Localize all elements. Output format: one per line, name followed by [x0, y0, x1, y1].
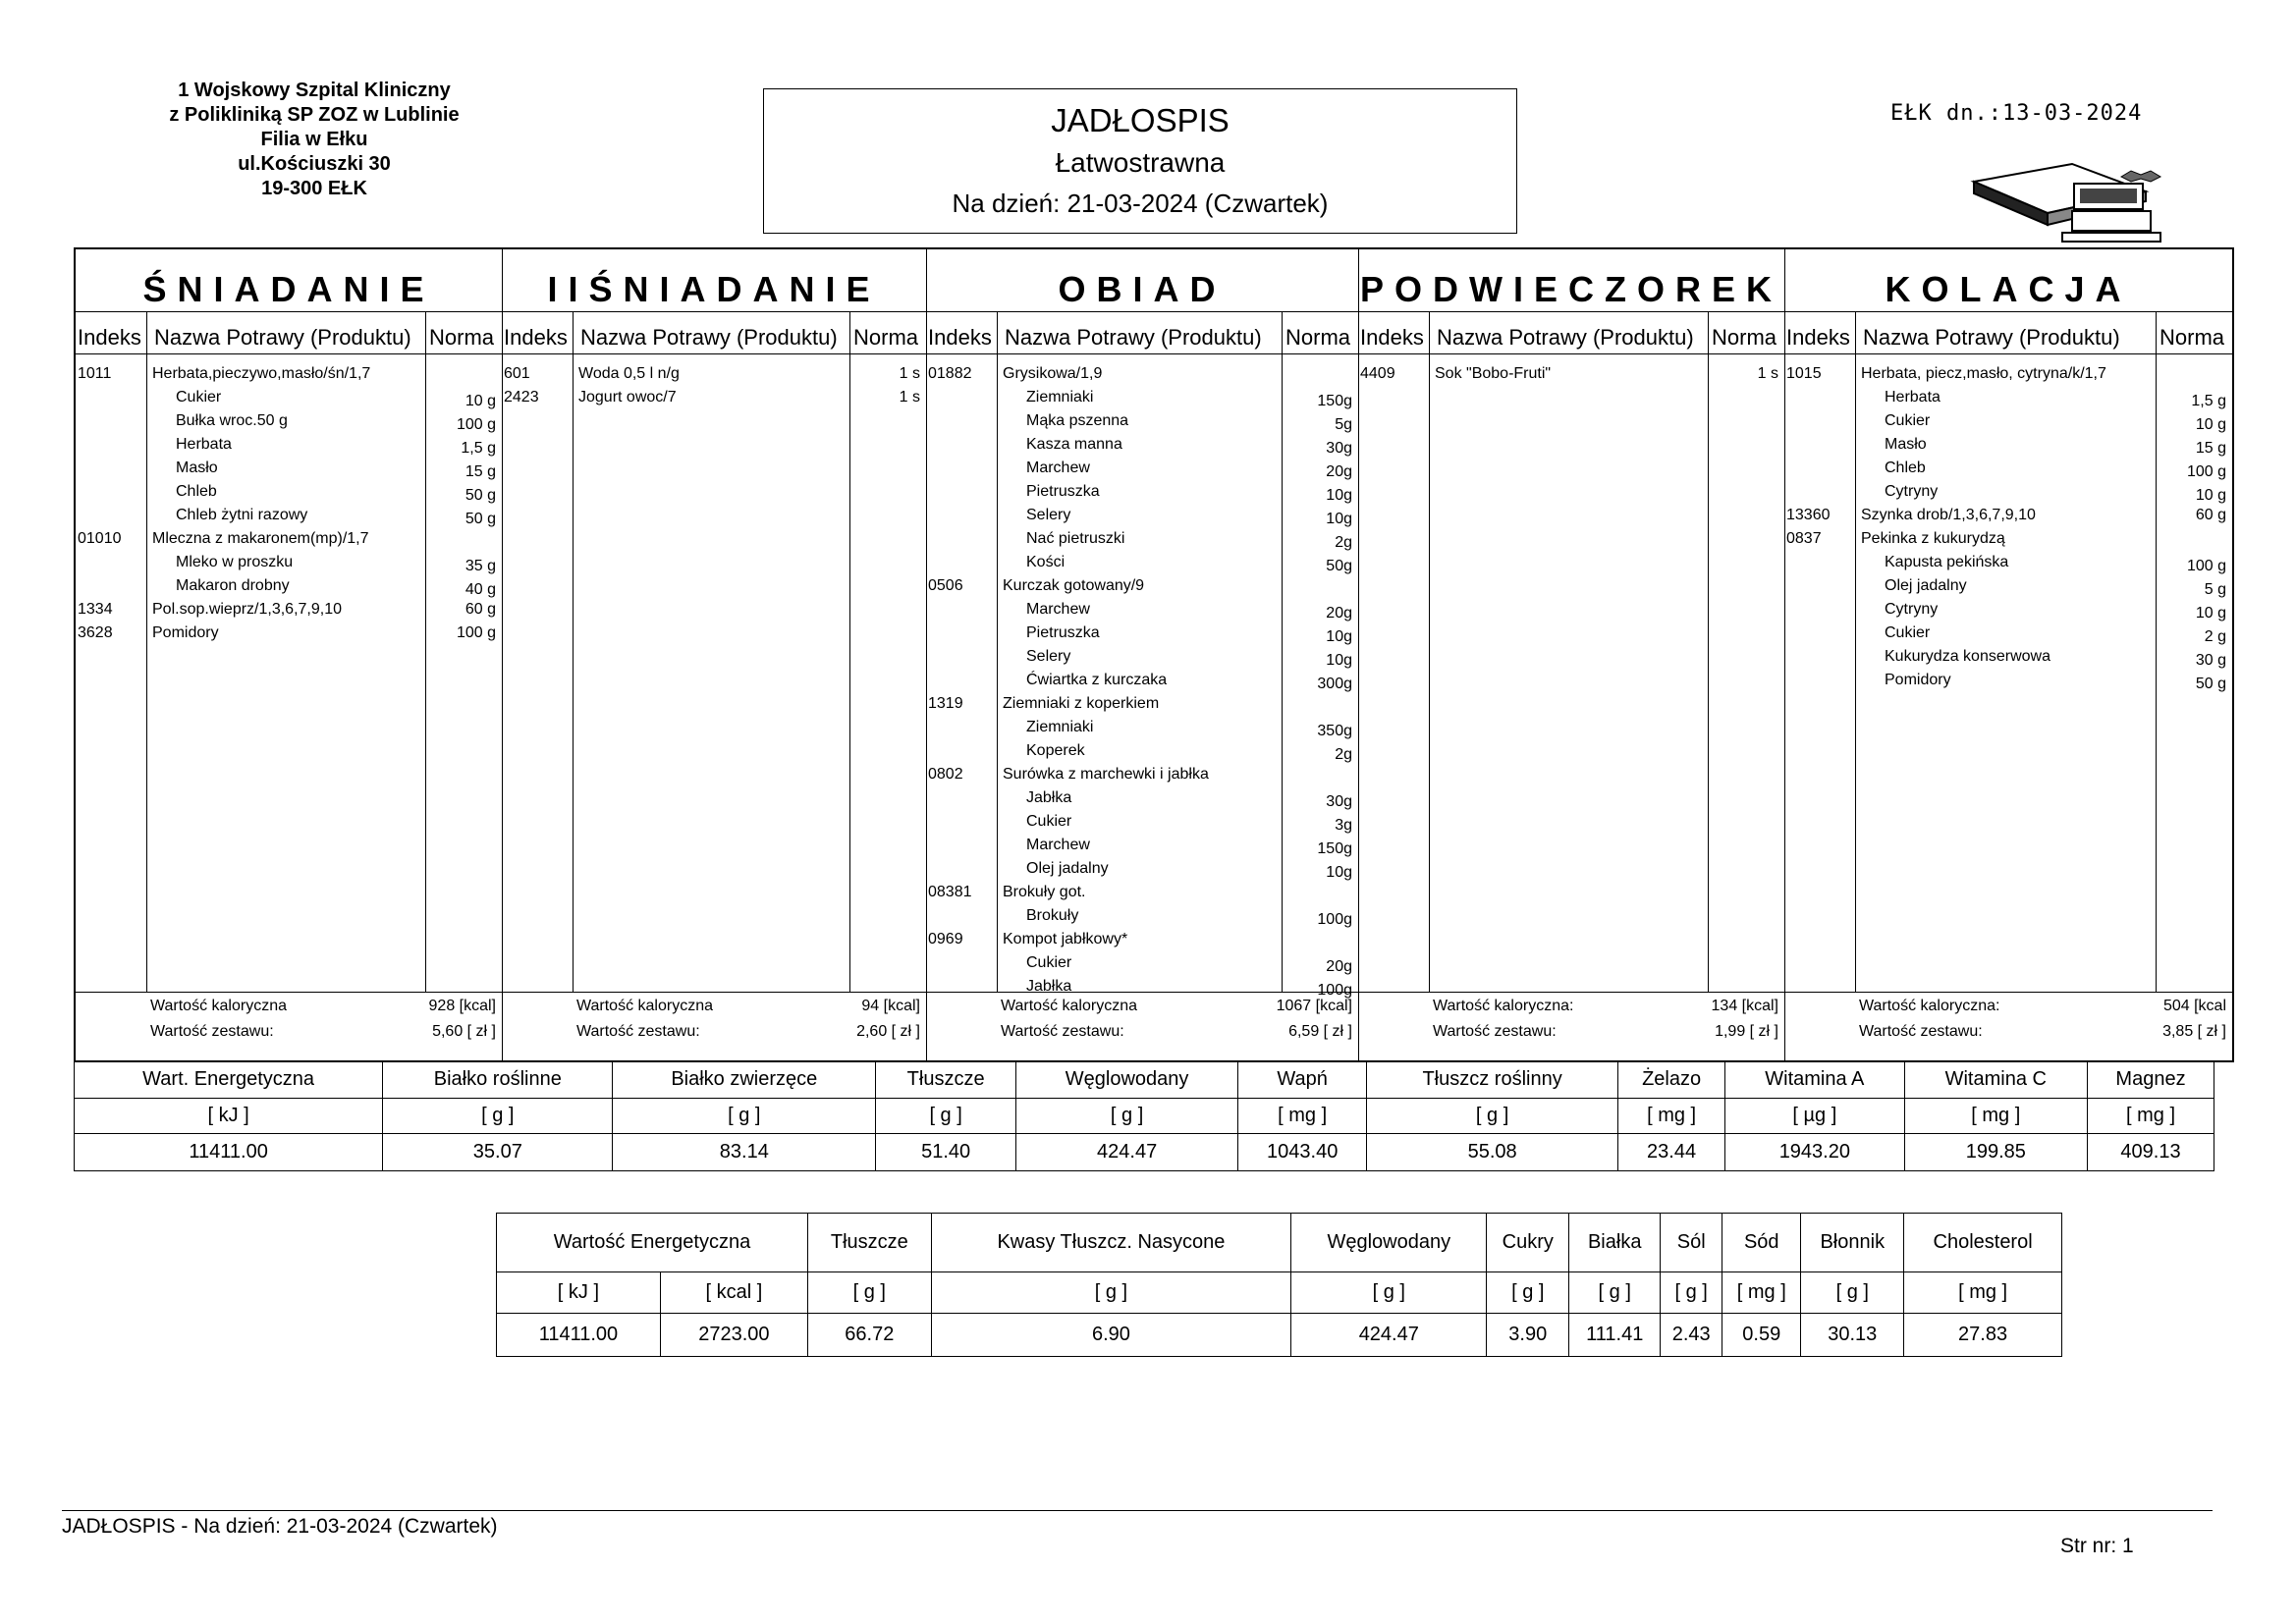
nutrition-header: Cholesterol — [1904, 1214, 2062, 1272]
nutrition-value: 27.83 — [1904, 1314, 2062, 1357]
nutrition-unit: [ g ] — [807, 1272, 931, 1314]
ingredient-norm: 50 g — [465, 511, 496, 527]
hospital-line: z Polikliniką SP ZOZ w Lublinie — [169, 104, 460, 126]
dish-name: Jogurt owoc/7 — [578, 389, 677, 406]
page-title: JADŁOSPIS — [1051, 102, 1230, 138]
ingredient-name: Mąka pszenna — [1026, 412, 1129, 429]
dish-index: 1319 — [928, 695, 963, 712]
column-header-name: Nazwa Potrawy (Produktu) — [1437, 325, 1694, 350]
dish-index: 01010 — [78, 530, 122, 547]
dish-name: Brokuły got. — [1003, 884, 1086, 900]
dish-index: 0506 — [928, 577, 963, 594]
dish-norm: 1 s — [899, 365, 920, 382]
column-header-index: Indeks — [928, 325, 992, 350]
ingredient-norm: 20g — [1326, 463, 1352, 480]
ingredient-norm: 50 g — [465, 487, 496, 504]
ingredient-norm: 150g — [1317, 393, 1352, 409]
calorie-label: Wartość kaloryczna — [576, 998, 713, 1014]
section-title-1: IIŚNIADANIE — [547, 269, 881, 309]
column-header-index: Indeks — [1786, 325, 1850, 350]
section-title-0: ŚNIADANIE — [142, 269, 435, 309]
dish-norm: 60 g — [465, 601, 496, 618]
ingredient-name: Cukier — [176, 389, 222, 406]
calorie-label: Wartość kaloryczna — [150, 998, 287, 1014]
calorie-value: 1067 [kcal] — [1276, 998, 1352, 1014]
nutrition-value: 424.47 — [1016, 1134, 1238, 1171]
ingredient-name: Makaron drobny — [176, 577, 290, 594]
book-computer-icon — [1964, 152, 2190, 250]
section-header-divider — [76, 311, 2232, 312]
ingredient-norm: 100 g — [2186, 558, 2226, 574]
ingredient-name: Masło — [1885, 436, 1927, 453]
norm-column-divider — [425, 311, 426, 992]
ingredient-norm: 3g — [1335, 817, 1352, 834]
nutrition-unit: [ g ] — [613, 1099, 876, 1134]
nutrition-unit: [ mg ] — [1904, 1099, 2087, 1134]
nutrition-header: Węglowodany — [1291, 1214, 1487, 1272]
nutrition-unit: [ mg ] — [2088, 1099, 2214, 1134]
nutrition-value: 6.90 — [931, 1314, 1291, 1357]
ingredient-name: Cukier — [1885, 624, 1931, 641]
ingredient-norm: 15 g — [465, 463, 496, 480]
hospital-line: Filia w Ełku — [260, 129, 368, 150]
ingredient-norm: 30 g — [2195, 652, 2226, 669]
nutrition-unit: [ kcal ] — [660, 1272, 807, 1314]
nutrition-header: Węglowodany — [1016, 1061, 1238, 1099]
nutrition-value: 1043.40 — [1238, 1134, 1367, 1171]
section-title-4: KOLACJA — [1885, 269, 2132, 309]
dish-norm: 1 s — [899, 389, 920, 406]
nutrition-value: 11411.00 — [497, 1314, 661, 1357]
nutrition-value: 11411.00 — [75, 1134, 383, 1171]
ingredient-name: Pietruszka — [1026, 624, 1100, 641]
nutrition-header: Białka — [1569, 1214, 1661, 1272]
price-label: Wartość zestawu: — [1433, 1023, 1557, 1040]
price-value: 6,59 [ zł ] — [1288, 1023, 1352, 1040]
energy-header: Wartość Energetyczna — [497, 1214, 808, 1272]
ingredient-norm: 15 g — [2195, 440, 2226, 457]
price-label: Wartość zestawu: — [1001, 1023, 1124, 1040]
nutrition-unit: [ mg ] — [1722, 1272, 1801, 1314]
dish-index: 3628 — [78, 624, 113, 641]
ingredient-name: Mleko w proszku — [176, 554, 294, 570]
ingredient-norm: 10 g — [465, 393, 496, 409]
index-column-divider — [1429, 311, 1430, 992]
dish-index: 1334 — [78, 601, 113, 618]
ingredient-name: Jabłka — [1026, 789, 1072, 806]
nutrition-header: Sód — [1722, 1214, 1801, 1272]
ingredient-name: Bułka wroc.50 g — [176, 412, 288, 429]
ingredient-name: Olej jadalny — [1885, 577, 1967, 594]
nutrition-unit: [ mg ] — [1618, 1099, 1725, 1134]
dish-norm: 1 s — [1757, 365, 1778, 382]
ingredient-norm: 300g — [1317, 676, 1352, 692]
calorie-label: Wartość kaloryczna: — [1433, 998, 1574, 1014]
nutrition-header: Tłuszcze — [876, 1061, 1016, 1099]
footer-title: JADŁOSPIS - Na dzień: 21-03-2024 (Czwartek) — [62, 1515, 498, 1538]
nutrition-header: Błonnik — [1801, 1214, 1904, 1272]
ingredient-name: Brokuły — [1026, 907, 1079, 924]
ingredient-name: Marchew — [1026, 837, 1090, 853]
title-box — [763, 88, 1517, 234]
nutrition-value: 66.72 — [807, 1314, 931, 1357]
ingredient-norm: 10g — [1326, 511, 1352, 527]
dish-name: Mleczna z makaronem(mp)/1,7 — [152, 530, 369, 547]
nutrition-header: Tłuszcze — [807, 1214, 931, 1272]
dish-name: Ziemniaki z koperkiem — [1003, 695, 1160, 712]
column-header-norm: Norma — [1285, 325, 1351, 350]
nutrition-unit: [ g ] — [1569, 1272, 1661, 1314]
dish-name: Herbata,pieczywo,masło/śn/1,7 — [152, 365, 371, 382]
ingredient-norm: 20g — [1326, 605, 1352, 622]
nutrition-unit: [ g ] — [1291, 1272, 1487, 1314]
ingredient-name: Herbata — [1885, 389, 1941, 406]
nutrition-header: Tłuszcz roślinny — [1367, 1061, 1618, 1099]
ingredient-norm: 5g — [1335, 416, 1352, 433]
calorie-value: 504 [kcal — [2162, 998, 2226, 1014]
dish-name: Woda 0,5 l n/g — [578, 365, 680, 382]
dish-index: 08381 — [928, 884, 972, 900]
ingredient-name: Masło — [176, 460, 218, 476]
ingredient-name: Marchew — [1026, 601, 1090, 618]
index-column-divider — [1855, 311, 1856, 992]
ingredient-norm: 100g — [1317, 982, 1352, 999]
section-divider — [926, 249, 927, 1060]
nutrition-unit: [ g ] — [1016, 1099, 1238, 1134]
column-header-index: Indeks — [1360, 325, 1424, 350]
norm-column-divider — [1708, 311, 1709, 992]
ingredient-norm: 30g — [1326, 793, 1352, 810]
nutrition-unit: [ mg ] — [1904, 1272, 2062, 1314]
ingredient-name: Olej jadalny — [1026, 860, 1109, 877]
ingredient-name: Koperek — [1026, 742, 1085, 759]
column-header-norm: Norma — [429, 325, 495, 350]
hospital-line: 19-300 EŁK — [261, 178, 367, 199]
nutrition-header: Witamina C — [1904, 1061, 2087, 1099]
ingredient-norm: 100g — [1317, 911, 1352, 928]
summary-divider — [76, 992, 2232, 993]
dish-name: Szynka drob/1,3,6,7,9,10 — [1861, 507, 2036, 523]
column-header-norm: Norma — [1712, 325, 1777, 350]
dish-name: Sok "Bobo-Fruti" — [1435, 365, 1552, 382]
ingredient-name: Kapusta pekińska — [1885, 554, 2009, 570]
footer-divider — [62, 1510, 2213, 1511]
dish-index: 01882 — [928, 365, 972, 382]
hospital-line: 1 Wojskowy Szpital Kliniczny — [178, 80, 451, 101]
column-header-name: Nazwa Potrawy (Produktu) — [580, 325, 838, 350]
nutrition-header: Wapń — [1238, 1061, 1367, 1099]
nutrition-unit: [ g ] — [1801, 1272, 1904, 1314]
column-header-name: Nazwa Potrawy (Produktu) — [154, 325, 411, 350]
diet-name: Łatwostrawna — [1055, 147, 1226, 178]
nutrition-unit: [ kJ ] — [75, 1099, 383, 1134]
dish-index: 2423 — [504, 389, 539, 406]
ingredient-name: Chleb — [1885, 460, 1926, 476]
ingredient-name: Kasza manna — [1026, 436, 1122, 453]
price-value: 3,85 [ zł ] — [2162, 1023, 2226, 1040]
price-label: Wartość zestawu: — [576, 1023, 700, 1040]
ingredient-norm: 35 g — [465, 558, 496, 574]
page-number: Str nr: 1 — [2060, 1535, 2134, 1557]
dish-index: 0837 — [1786, 530, 1822, 547]
nutrition-header: Białko roślinne — [383, 1061, 613, 1099]
ingredient-name: Chleb — [176, 483, 217, 500]
dish-index: 13360 — [1786, 507, 1831, 523]
dish-name: Kurczak gotowany/9 — [1003, 577, 1145, 594]
nutrition-unit: [ g ] — [1367, 1099, 1618, 1134]
ingredient-norm: 10g — [1326, 864, 1352, 881]
section-title-2: OBIAD — [1058, 269, 1227, 309]
ingredient-norm: 30g — [1326, 440, 1352, 457]
dish-name: Kompot jabłkowy* — [1003, 931, 1128, 947]
nutrition-value: 424.47 — [1291, 1314, 1487, 1357]
ingredient-norm: 2g — [1335, 534, 1352, 551]
dish-norm: 60 g — [2195, 507, 2226, 523]
index-column-divider — [573, 311, 574, 992]
nutrition-value: 23.44 — [1618, 1134, 1725, 1171]
dish-name: Surówka z marchewki i jabłka — [1003, 766, 1209, 783]
ingredient-name: Cytryny — [1885, 601, 1939, 618]
nutrition-value: 2.43 — [1661, 1314, 1722, 1357]
ingredient-name: Ziemniaki — [1026, 719, 1094, 735]
calorie-label: Wartość kaloryczna — [1001, 998, 1137, 1014]
nutrition-header: Kwasy Tłuszcz. Nasycone — [931, 1214, 1291, 1272]
nutrition-header: Wart. Energetyczna — [75, 1061, 383, 1099]
menu-table — [74, 247, 2234, 1062]
column-header-norm: Norma — [853, 325, 919, 350]
ingredient-name: Selery — [1026, 648, 1071, 665]
nutrition-unit: [ g ] — [931, 1272, 1291, 1314]
price-value: 2,60 [ zł ] — [856, 1023, 920, 1040]
dish-index: 0802 — [928, 766, 963, 783]
nutrition-value: 1943.20 — [1725, 1134, 1904, 1171]
nutrition-header: Cukry — [1487, 1214, 1569, 1272]
nutrition-table-2 — [496, 1213, 2062, 1357]
nutrition-unit: [ g ] — [1661, 1272, 1722, 1314]
ingredient-norm: 5 g — [2204, 581, 2226, 598]
price-label: Wartość zestawu: — [150, 1023, 274, 1040]
nutrition-unit: [ µg ] — [1725, 1099, 1904, 1134]
nutrition-unit: [ g ] — [876, 1099, 1016, 1134]
ingredient-norm: 10g — [1326, 628, 1352, 645]
hospital-line: ul.Kościuszki 30 — [238, 153, 391, 175]
ingredient-norm: 1,5 g — [461, 440, 496, 457]
column-header-divider — [76, 353, 2232, 354]
price-value: 5,60 [ zł ] — [432, 1023, 496, 1040]
dish-name: Herbata, piecz,masło, cytryna/k/1,7 — [1861, 365, 2106, 382]
nutrition-unit: [ mg ] — [1238, 1099, 1367, 1134]
index-column-divider — [997, 311, 998, 992]
ingredient-name: Ćwiartka z kurczaka — [1026, 672, 1168, 688]
nutrition-header: Sól — [1661, 1214, 1722, 1272]
nutrition-value: 199.85 — [1904, 1134, 2087, 1171]
ingredient-norm: 100 g — [456, 416, 496, 433]
ingredient-name: Chleb żytni razowy — [176, 507, 308, 523]
price-label: Wartość zestawu: — [1859, 1023, 1983, 1040]
section-divider — [1358, 249, 1359, 1060]
nutrition-unit: [ g ] — [1487, 1272, 1569, 1314]
dish-index: 1011 — [78, 365, 112, 382]
ingredient-norm: 10 g — [2195, 605, 2226, 622]
ingredient-norm: 2g — [1335, 746, 1352, 763]
section-divider — [502, 249, 503, 1060]
ingredient-name: Kukurydza konserwowa — [1885, 648, 2050, 665]
ingredient-name: Cukier — [1885, 412, 1931, 429]
ingredient-name: Herbata — [176, 436, 232, 453]
section-divider — [1784, 249, 1785, 1060]
ingredient-name: Selery — [1026, 507, 1071, 523]
hospital-address — [118, 79, 511, 201]
nutrition-value: 0.59 — [1722, 1314, 1801, 1357]
ingredient-name: Nać pietruszki — [1026, 530, 1125, 547]
section-title-3: PODWIECZOREK — [1359, 269, 1782, 309]
calorie-value: 94 [kcal] — [861, 998, 920, 1014]
ingredient-name: Jabłka — [1026, 978, 1072, 995]
ingredient-norm: 100 g — [2186, 463, 2226, 480]
ingredient-norm: 10 g — [2195, 487, 2226, 504]
nutrition-unit: [ g ] — [383, 1099, 613, 1134]
ingredient-name: Pomidory — [1885, 672, 1951, 688]
nutrition-unit: [ kJ ] — [497, 1272, 661, 1314]
norm-column-divider — [849, 311, 850, 992]
ingredient-norm: 10g — [1326, 652, 1352, 669]
ingredient-norm: 50 g — [2195, 676, 2226, 692]
dish-index: 601 — [504, 365, 530, 382]
dish-norm: 100 g — [456, 624, 496, 641]
nutrition-value: 30.13 — [1801, 1314, 1904, 1357]
issue-date: EŁK dn.:13-03-2024 — [1890, 101, 2143, 126]
nutrition-header: Żelazo — [1618, 1061, 1725, 1099]
nutrition-header: Witamina A — [1725, 1061, 1904, 1099]
column-header-name: Nazwa Potrawy (Produktu) — [1005, 325, 1262, 350]
calorie-value: 928 [kcal] — [428, 998, 496, 1014]
ingredient-name: Ziemniaki — [1026, 389, 1094, 406]
ingredient-norm: 20g — [1326, 958, 1352, 975]
ingredient-name: Cytryny — [1885, 483, 1939, 500]
dish-name: Grysikowa/1,9 — [1003, 365, 1103, 382]
nutrition-table-1 — [74, 1060, 2214, 1171]
nutrition-value: 2723.00 — [660, 1314, 807, 1357]
dish-name: Pekinka z kukurydzą — [1861, 530, 2005, 547]
index-column-divider — [146, 311, 147, 992]
calorie-value: 134 [kcal] — [1711, 998, 1778, 1014]
ingredient-name: Pietruszka — [1026, 483, 1100, 500]
ingredient-name: Cukier — [1026, 954, 1072, 971]
ingredient-norm: 150g — [1317, 840, 1352, 857]
nutrition-header: Białko zwierzęce — [613, 1061, 876, 1099]
nutrition-value: 55.08 — [1367, 1134, 1618, 1171]
calorie-label: Wartość kaloryczna: — [1859, 998, 2000, 1014]
nutrition-value: 409.13 — [2088, 1134, 2214, 1171]
ingredient-norm: 350g — [1317, 723, 1352, 739]
nutrition-value: 3.90 — [1487, 1314, 1569, 1357]
ingredient-norm: 10g — [1326, 487, 1352, 504]
column-header-name: Nazwa Potrawy (Produktu) — [1863, 325, 2120, 350]
menu-date: Na dzień: 21-03-2024 (Czwartek) — [952, 189, 1329, 218]
ingredient-norm: 50g — [1326, 558, 1352, 574]
ingredient-name: Kości — [1026, 554, 1066, 570]
ingredient-name: Cukier — [1026, 813, 1072, 830]
dish-index: 0969 — [928, 931, 963, 947]
ingredient-name: Marchew — [1026, 460, 1090, 476]
nutrition-value: 35.07 — [383, 1134, 613, 1171]
column-header-index: Indeks — [78, 325, 141, 350]
dish-name: Pomidory — [152, 624, 219, 641]
dish-name: Pol.sop.wieprz/1,3,6,7,9,10 — [152, 601, 343, 618]
nutrition-header: Magnez — [2088, 1061, 2214, 1099]
column-header-index: Indeks — [504, 325, 568, 350]
ingredient-norm: 40 g — [465, 581, 496, 598]
ingredient-norm: 10 g — [2195, 416, 2226, 433]
column-header-norm: Norma — [2159, 325, 2225, 350]
dish-index: 1015 — [1786, 365, 1822, 382]
ingredient-norm: 1,5 g — [2191, 393, 2226, 409]
nutrition-value: 51.40 — [876, 1134, 1016, 1171]
nutrition-value: 83.14 — [613, 1134, 876, 1171]
price-value: 1,99 [ zł ] — [1715, 1023, 1778, 1040]
dish-index: 4409 — [1360, 365, 1395, 382]
nutrition-value: 111.41 — [1569, 1314, 1661, 1357]
ingredient-norm: 2 g — [2204, 628, 2226, 645]
